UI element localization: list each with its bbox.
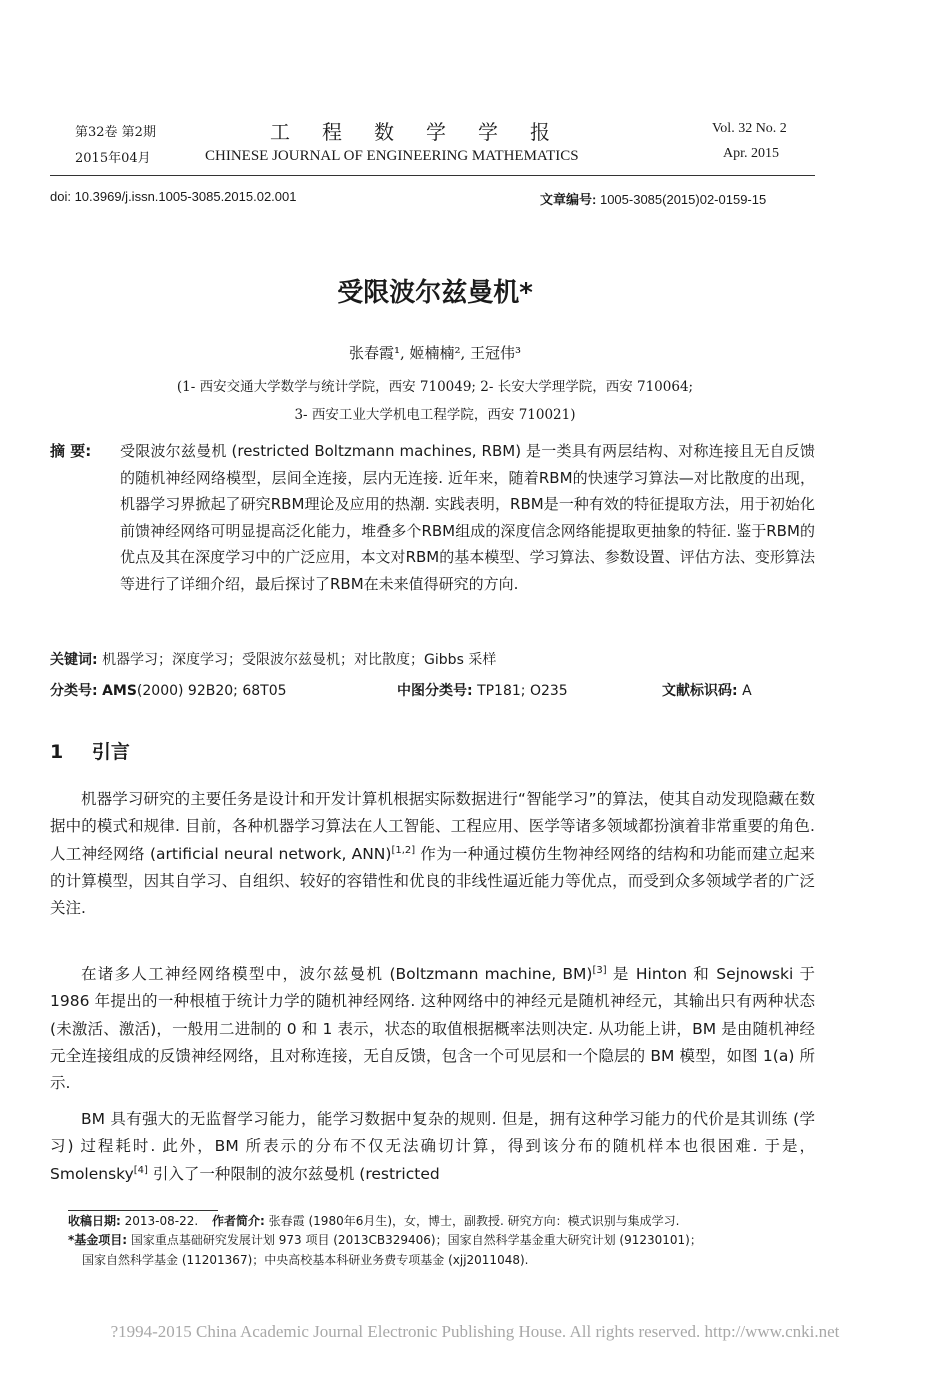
bio-label: 作者简介: (212, 1214, 265, 1228)
clc-classification (397, 680, 568, 700)
ams-classification (50, 680, 287, 700)
paragraph-1-text-b: 作为一种通过模仿生物神经网络的结构和功能而建立起来的计算模型，因其自学习、自组织、较好的容错性和优良的非线性逼近能力等优点，而受到众多领域学者的广泛关注. (50, 844, 816, 918)
ams-value: (2000) 92B20; 68T05 (136, 683, 287, 699)
paragraph-3-text-b: 引入了一种限制的波尔兹曼机 (restricted (147, 1164, 440, 1183)
document-code-value: A (742, 683, 752, 699)
document-code-label: 文献标识码: (662, 683, 738, 699)
received-date: 2013-08-22. (124, 1214, 199, 1228)
affiliation-line-2: 3- 西安工业大学机电工程学院，西安 710021) (294, 407, 576, 423)
doi: doi: 10.3969/j.issn.1005-3085.2015.02.001 (50, 189, 297, 204)
article-number (540, 189, 766, 208)
citation-3[interactable]: [3] (592, 964, 607, 976)
citation-1-2[interactable]: [1,2] (391, 844, 416, 856)
author-bio: 张春霞 (1980年6月生)，女，博士，副教授. 研究方向：模式识别与集成学习. (268, 1214, 680, 1228)
paragraph-1 (50, 786, 815, 922)
section-number: 1 (50, 741, 64, 763)
copyright-watermark: ?1994-2015 China Academic Journal Electronic Publishing House. All rights reserved. http://www.cnki.net (110, 1322, 840, 1341)
paragraph-1-text-a: 机器学习研究的主要任务是设计和开发计算机根据实际数据进行“智能学习”的算法，使其自动发现隐藏在数据中的模式和规律. 目前，各种机器学习算法在人工智能、工程应用、医学等诸多领域都扮演着非常重要的角色. 人工神经网络 (artificial neural network, ANN) (50, 790, 815, 863)
journal-title-en: CHINESE JOURNAL OF ENGINEERING MATHEMATICS (205, 148, 579, 164)
article-number-label: 文章编号: (540, 192, 597, 207)
footnote-fund (68, 1231, 828, 1250)
citation-4[interactable]: [4] (133, 1164, 148, 1176)
article-number-value: 1005-3085(2015)02-0159-15 (599, 192, 767, 207)
fund-label: *基金项目: (68, 1233, 128, 1247)
section-title: 引言 (91, 741, 130, 763)
keywords-label: 关键词: (50, 652, 98, 668)
fund-line-2: 国家自然科学基金 (11201367)；中央高校基本科研业务费专项基金 (xjj2011048). (82, 1253, 529, 1267)
ams-label: 分类号: (50, 683, 98, 699)
paper-title: 受限波尔兹曼机* (337, 278, 533, 308)
paragraph-2 (50, 961, 815, 1097)
abstract-label: 摘 要: (50, 442, 92, 460)
keywords-text: 机器学习；深度学习；受限波尔兹曼机；对比散度；Gibbs 采样 (102, 652, 497, 668)
header-rule (50, 175, 815, 176)
document-code (662, 680, 752, 700)
journal-title-zh: 工程数学学报 (270, 120, 582, 144)
paragraph-2-text-a: 在诸多人工神经网络模型中，波尔兹曼机 (Boltzmann machine, BM) (81, 965, 593, 983)
volume-en: Vol. 32 No. 2 (712, 121, 787, 136)
paragraph-3-text-a: BM 具有强大的无监督学习能力，能学习数据中复杂的规则. 但是，拥有这种学习能力的代价是其训练 (学习) 过程耗时. 此外，BM 所表示的分布不仅无法确切计算，得到该分布的随机样本也很困难. 于是，Smolensky (50, 1110, 815, 1183)
author-list: 张春霞¹, 姬楠楠², 王冠伟³ (348, 344, 522, 362)
abstract-text: 受限波尔兹曼机 (restricted Boltzmann machines, RBM) 是一类具有两层结构、对称连接且无自反馈的随机神经网络模型，层间全连接，层内无连接. 近年来，随着RBM的快速学习算法—对比散度的出现，机器学习界掀起了研究RBM理论及应用的热潮. 实践表明，RBM是一种有效的特征提取方法，用于初始化前馈神经网络可明显提高泛化能力，堆叠多个RBM组成的深度信念网络能提取更抽象的特征. 鉴于RBM的优点及其在深度学习中的广泛应用，本文对RBM的基本模型、学习算法、参数设置、评估方法、变形算法等进行了详细介绍，最后探讨了RBM在未来值得研究的方向. (120, 442, 815, 593)
affiliation-line-1: (1- 西安交通大学数学与统计学院，西安 710049; 2- 长安大学理学院，西安 710064; (176, 379, 694, 395)
volume-issue: 第32卷 第2期 (75, 125, 156, 140)
keywords (50, 649, 496, 669)
clc-value: TP181; O235 (477, 683, 568, 699)
section-heading (50, 737, 130, 764)
footnote-rule (68, 1210, 218, 1211)
received-label: 收稿日期: (68, 1214, 121, 1228)
footnote-received (68, 1212, 828, 1231)
clc-label: 中图分类号: (397, 683, 473, 699)
issue-date-zh: 2015年04月 (75, 151, 151, 166)
paragraph-3 (50, 1106, 815, 1188)
issue-date-en: Apr. 2015 (723, 146, 779, 161)
ams-code: AMS (102, 683, 137, 699)
paragraph-2-text-b: 是 Hinton 和 Sejnowski 于 1986 年提出的一种根植于统计力学的随机神经网络. 这种网络中的神经元是随机神经元，其输出只有两种状态 (未激活、激活)，一般用二进制的 0 和 1 表示，状态的取值根据概率法则决定. 从功能上讲，BM 是由随机神经元全连接组成的反馈神经网络，且对称连接，无自反馈，包含一个可见层和一个隐层的 BM 模型，如图 1(a) 所示. (50, 965, 816, 1093)
fund-line-1: 国家重点基础研究发展计划 973 项目 (2013CB329406)；国家自然科学基金重大研究计划 (91230101)； (130, 1233, 702, 1247)
